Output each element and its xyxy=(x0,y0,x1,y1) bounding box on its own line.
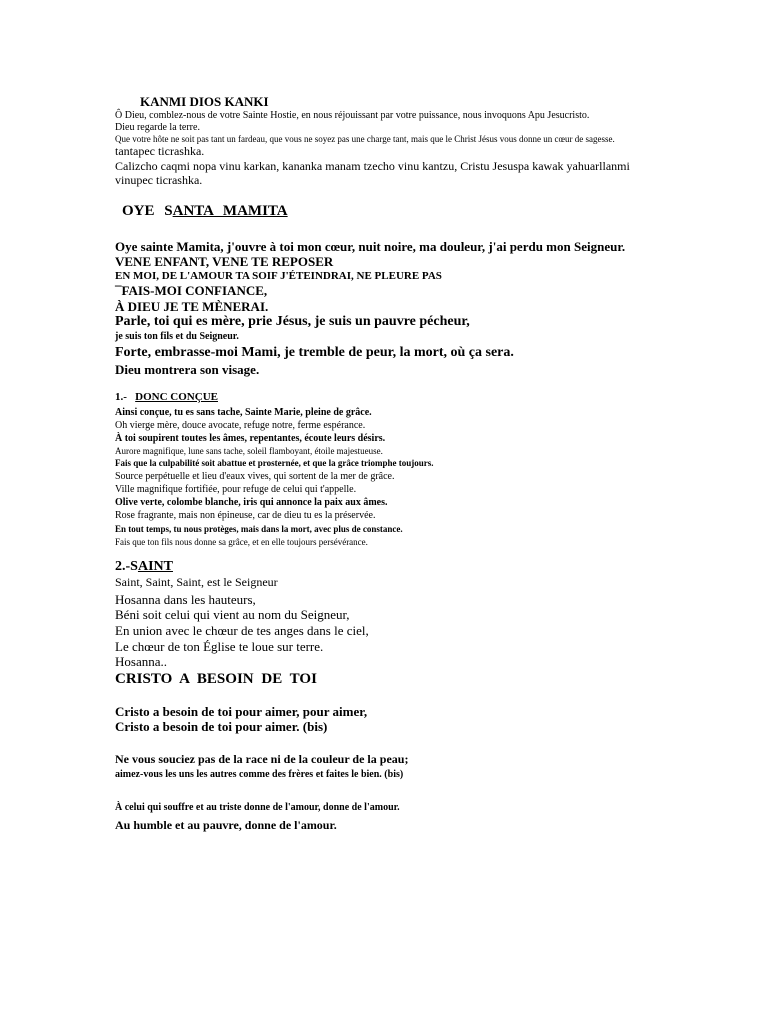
text-line: VENE ENFANT, VENE TE REPOSER xyxy=(115,254,334,270)
text-line: Rose fragrante, mais non épineuse, car de dieu tu es la préservée. xyxy=(115,510,376,522)
text-line: Source perpétuelle et lieu d'eaux vives, qui sortent de la mer de grâce. xyxy=(115,471,395,483)
text-line: Fais que ton fils nous donne sa grâce, et en elle toujours persévérance. xyxy=(115,536,368,547)
text-line: Fais que la culpabilité soit abattue et prosternée, et que la grâce triomphe toujours. xyxy=(115,458,434,469)
text-line: Oh vierge mère, douce avocate, refuge notre, ferme espérance. xyxy=(115,419,366,431)
section-title-saint xyxy=(115,559,715,576)
text-line: Hosanna dans les hauteurs, xyxy=(115,591,256,607)
section-title-text: DONC CONÇUE xyxy=(135,391,218,404)
text-line: En tout temps, tu nous protèges, mais dans la mort, avec plus de constance. xyxy=(115,524,403,535)
text-line: À toi soupirent toutes les âmes, repentantes, écoute leurs désirs. xyxy=(115,432,386,444)
text-line: Saint, Saint, Saint, est le Seigneur xyxy=(115,575,278,590)
section-title-donc-concue xyxy=(115,391,715,404)
text-line: En union avec le chœur de tes anges dans le ciel, xyxy=(115,623,369,639)
text-line: Le chœur de ton Église te loue sur terre. xyxy=(115,638,324,654)
text-line: Calizcho caqmi nopa vinu karkan, kananka manam tzecho vinu kantzu, Cristu Jesuspa kawak yahuarllanmi xyxy=(115,158,630,173)
text-line: Dieu montrera son visage. xyxy=(115,361,260,377)
text-line: Hosanna.. xyxy=(115,654,167,670)
text-line: Dieu regarde la terre. xyxy=(115,121,200,133)
text-line: Aurore magnifique, lune sans tache, soleil flamboyant, étoile majestueuse. xyxy=(115,445,383,456)
section-title-oye-santa-mamita xyxy=(115,202,715,220)
text-line: À DIEU JE TE MÈNERAI. xyxy=(115,298,269,314)
text-line: Au humble et au pauvre, donne de l'amour. xyxy=(115,818,337,833)
section-title-cristo-a-besoin-de-toi: CRISTO A BESOIN DE TOI xyxy=(115,670,317,687)
section-title-text: AINT xyxy=(137,558,173,574)
text-line: Cristo a besoin de toi pour aimer, pour aimer, xyxy=(115,703,368,719)
text-line: À celui qui souffre et au triste donne de l'amour, donne de l'amour. xyxy=(115,802,400,814)
section-number: 2.-S xyxy=(115,558,138,574)
text-line: je suis ton fils et du Seigneur. xyxy=(115,330,239,342)
document-page xyxy=(115,92,715,833)
text-line: Ne vous souciez pas de la race ni de la couleur de la peau; xyxy=(115,752,409,767)
text-line: Ô Dieu, comblez-nous de votre Sainte Hostie, en nous réjouissant par votre puissance, nous invoquons Apu Jesucristo. xyxy=(115,109,590,121)
text-line: Parle, toi qui es mère, prie Jésus, je suis un pauvre pécheur, xyxy=(115,314,470,330)
text-line: Que votre hôte ne soit pas tant un fardeau, que vous ne soyez pas une charge tant, mais que le Christ Jésus vous donne un cœur de sagesse. xyxy=(115,133,615,144)
text-line: Ville magnifique fortifiée, pour refuge de celui qui t'appelle. xyxy=(115,484,357,496)
title-prefix: OYE S xyxy=(122,202,173,219)
text-line: Oye sainte Mamita, j'ouvre à toi mon cœur, nuit noire, ma douleur, j'ai perdu mon Seigneur. xyxy=(115,238,626,254)
text-line: Ainsi conçue, tu es sans tache, Sainte Marie, pleine de grâce. xyxy=(115,406,372,418)
text-line: ¯FAIS-MOI CONFIANCE, xyxy=(115,282,268,298)
title-underlined: ANTA MAMITA xyxy=(172,202,288,219)
text-line: Béni soit celui qui vient au nom du Seigneur, xyxy=(115,607,350,623)
text-line: tantapec ticrashka. xyxy=(115,144,205,159)
text-line: EN MOI, DE L'AMOUR TA SOIF J'ÉTEINDRAI, NE PLEURE PAS xyxy=(115,269,442,282)
text-line: Cristo a besoin de toi pour aimer. (bis) xyxy=(115,719,328,735)
text-line: vinupec ticrashka. xyxy=(115,173,203,188)
text-line: Forte, embrasse-moi Mami, je tremble de peur, la mort, où ça sera. xyxy=(115,344,514,360)
text-line: Olive verte, colombe blanche, iris qui annonce la paix aux âmes. xyxy=(115,497,388,509)
section-title-kanmi-dios-kanki: KANMI DIOS KANKI xyxy=(140,94,269,109)
section-number: 1.- xyxy=(115,391,127,404)
text-line: aimez-vous les uns les autres comme des frères et faites le bien. (bis) xyxy=(115,769,404,781)
